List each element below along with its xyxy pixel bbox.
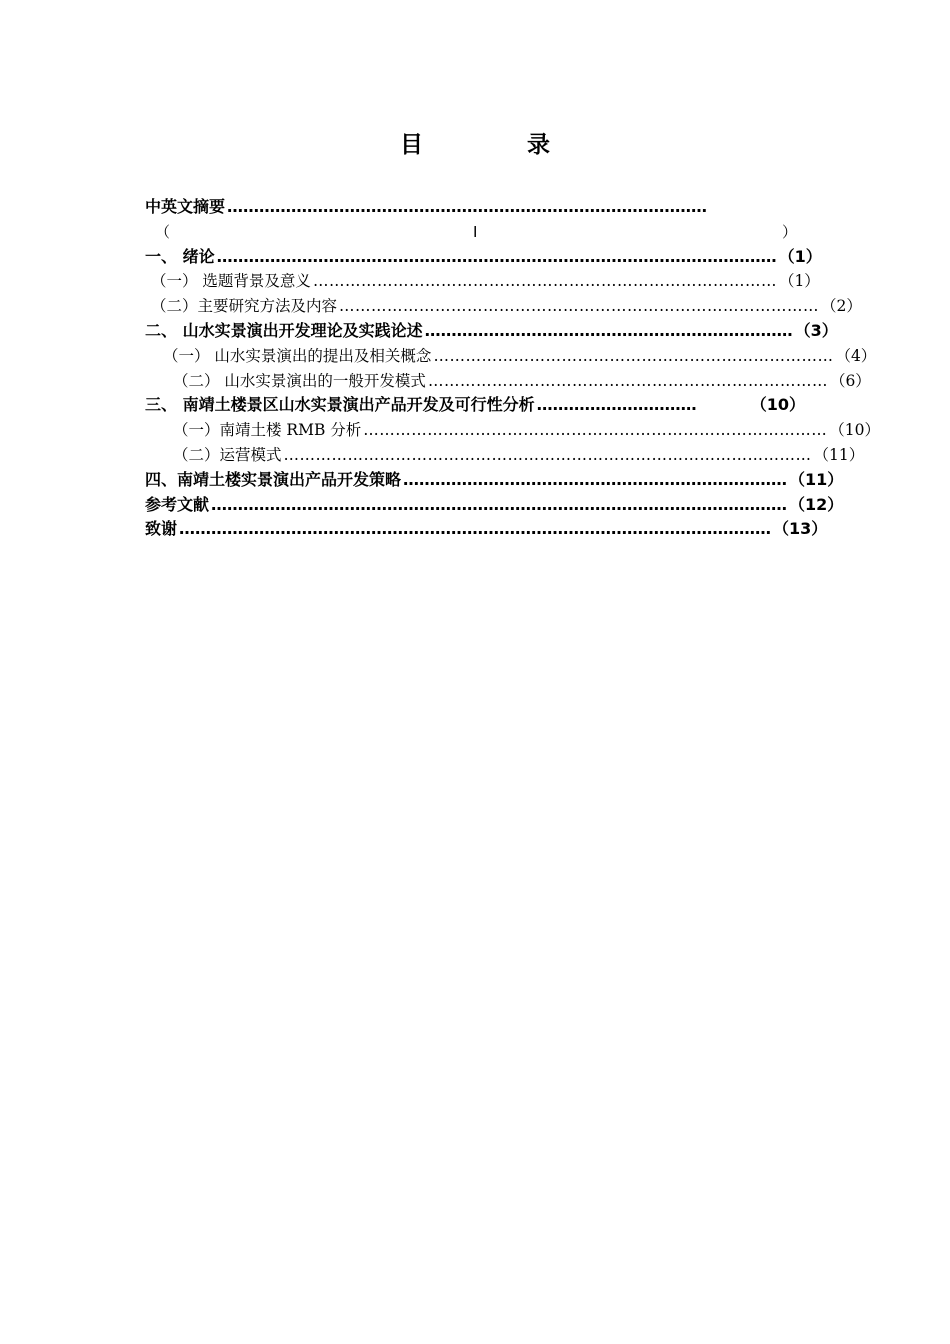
toc-entry-section-3-1[interactable] xyxy=(145,418,881,443)
toc-page-number: （2） xyxy=(821,297,862,316)
toc-entry-label: （二） 山水实景演出的一般开发模式 xyxy=(173,371,426,390)
toc-entry-label: （一）南靖土楼 RMB 分析 xyxy=(173,421,362,440)
toc-page-number: （13） xyxy=(773,519,828,539)
toc-leader-dots: …………………………………………………………… xyxy=(424,320,793,340)
title-part-2: 录 xyxy=(527,132,550,158)
toc-entry-chapter-3[interactable] xyxy=(145,393,805,418)
toc-leader-dots: …………………………………………………………………………… xyxy=(312,272,777,291)
toc-leader-dots: ………………………… xyxy=(536,395,697,415)
toc-entry-label: 参考文献 xyxy=(145,494,210,514)
toc-leader-dots: ………………………………………………………………………………………………… xyxy=(179,519,772,539)
toc-page-number: （6） xyxy=(829,371,871,390)
toc-entry-label: （二）运营模式 xyxy=(173,445,282,464)
toc-roman-page: I xyxy=(473,222,478,241)
toc-page-number: （11） xyxy=(813,445,865,464)
toc-entry-label: （一） 选题背景及意义 xyxy=(151,272,311,291)
toc-leader-dots: ……………………………………………………………………………………… xyxy=(283,445,812,464)
toc-page-number: （1） xyxy=(778,272,820,291)
toc-entry-references[interactable] xyxy=(145,493,844,518)
toc-entry-chapter-2[interactable] xyxy=(145,319,838,344)
toc-abstract-page xyxy=(145,220,805,245)
toc-page-number: （12） xyxy=(789,494,844,514)
toc-leader-dots: ……………………………………………………………………………… xyxy=(339,297,820,316)
toc-page-number: （10） xyxy=(750,395,805,415)
toc-page-number: （4） xyxy=(835,346,877,365)
toc-page-number: （1） xyxy=(778,246,822,266)
toc-entry-section-2-1[interactable] xyxy=(145,344,877,369)
toc-entry-label: 三、 南靖土楼景区山水实景演出产品开发及可行性分析 xyxy=(145,395,535,415)
page-title xyxy=(0,126,950,159)
title-part-1: 目 xyxy=(400,132,423,158)
toc-entry-label: 一、 绪论 xyxy=(145,246,215,266)
toc-entry-label: 中英文摘要 xyxy=(145,197,226,216)
table-of-contents xyxy=(145,195,881,542)
toc-entry-label: （一） 山水实景演出的提出及相关概念 xyxy=(163,346,432,365)
toc-entry-section-2-2[interactable] xyxy=(145,369,871,394)
toc-entry-label: 致谢 xyxy=(145,519,178,539)
toc-leader-dots: ……………………………………………………………… xyxy=(403,469,788,489)
toc-entry-label: 二、 山水实景演出开发理论及实践论述 xyxy=(145,320,423,340)
toc-page-number: （3） xyxy=(794,320,838,340)
toc-entry-label: 四、南靖土楼实景演出产品开发策略 xyxy=(145,469,402,489)
toc-close-paren: ） xyxy=(781,222,797,241)
toc-leader-dots: …………………………………………………………………………………………… xyxy=(216,246,777,266)
toc-page-number: （11） xyxy=(789,469,844,489)
toc-leader-dots: ……………………………………………………………………………… xyxy=(227,197,708,216)
toc-leader-dots: ………………………………………………………………… xyxy=(427,371,828,390)
toc-page-number: （10） xyxy=(829,421,881,440)
toc-leader-dots: …………………………………………………………………………… xyxy=(363,421,828,440)
toc-open-paren: （ xyxy=(155,222,171,241)
toc-entry-abstract[interactable] xyxy=(145,195,805,220)
toc-entry-chapter-4[interactable] xyxy=(145,468,844,493)
toc-entry-chapter-1[interactable] xyxy=(145,245,822,270)
toc-entry-label: （二）主要研究方法及内容 xyxy=(151,297,338,316)
toc-leader-dots: ……………………………………………………………………………………………… xyxy=(211,494,788,514)
toc-leader-dots: ………………………………………………………………… xyxy=(433,346,834,365)
toc-entry-section-1-2[interactable] xyxy=(145,294,862,319)
toc-entry-section-1-1[interactable] xyxy=(145,269,820,294)
toc-entry-acknowledgements[interactable] xyxy=(145,517,828,542)
toc-entry-section-3-2[interactable] xyxy=(145,443,865,468)
